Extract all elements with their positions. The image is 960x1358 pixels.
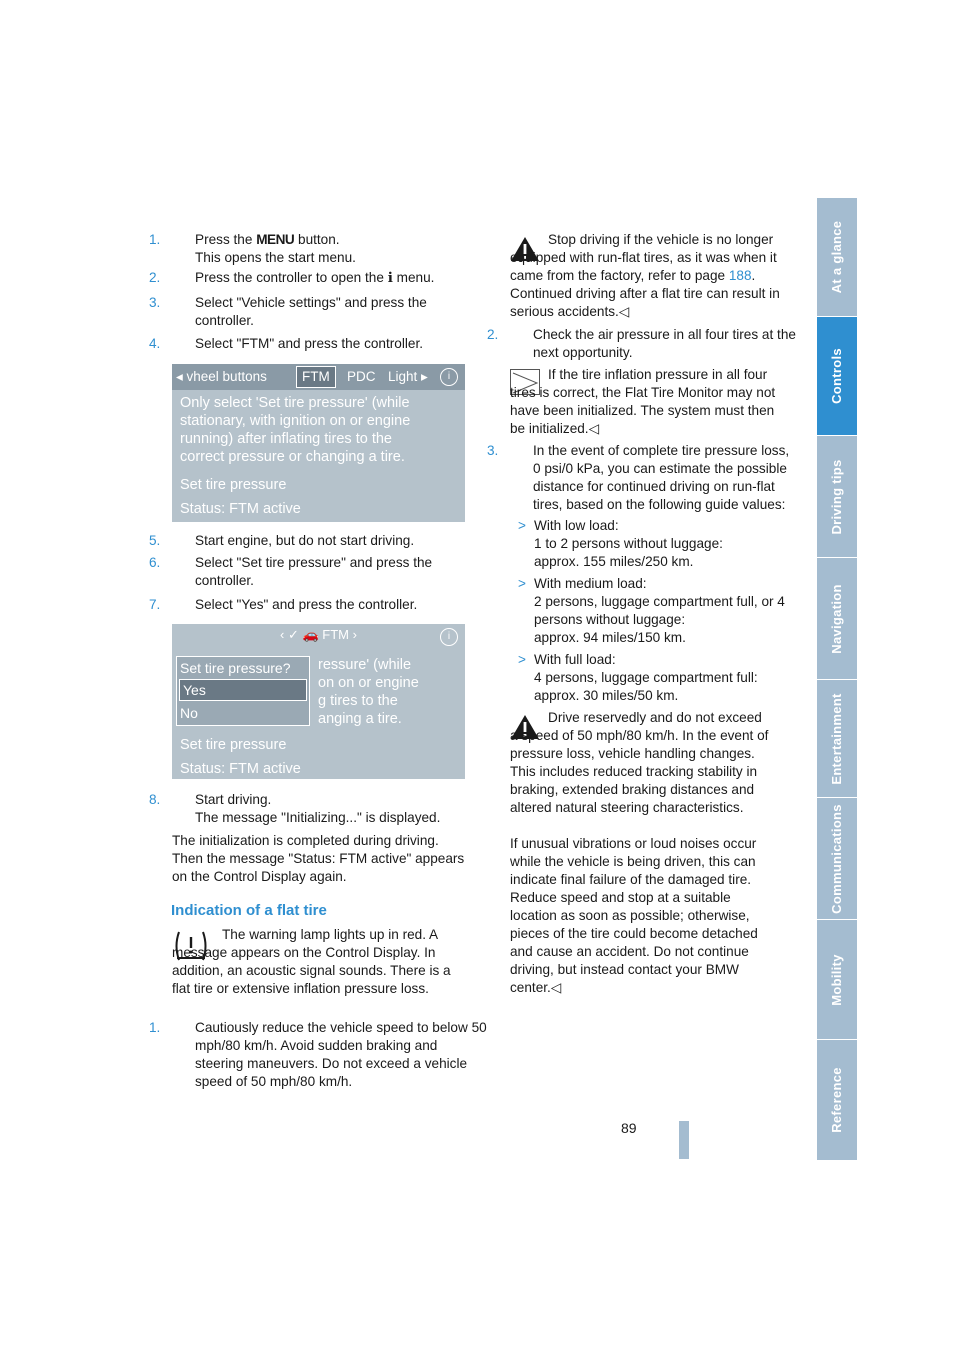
sidebar-tab-at-a-glance[interactable]: At a glance [817,198,857,317]
section-heading-flat-tire: Indication of a flat tire [171,902,327,919]
sidebar-tab-entertainment[interactable]: Entertainment [817,680,857,798]
tab-ftm: FTM [296,366,336,388]
screen-instructions: Only select 'Set tire pressure' (while stationary, with ignition on or engine running) after inflating tires to the correct pressure or changing a tire. [180,395,411,465]
tab-light: Light ▸ [388,369,428,384]
step-1: 1. Press the MENU button. This opens the start menu. [149,232,356,265]
info-icon: i [440,628,458,646]
warning-lamp-paragraph: The warning lamp lights up in red. A message appears on the Control Display. In addition, an acoustic signal sounds. There is a flat tire or extensive inflation pressure loss. [172,927,451,996]
confirm-popup [176,656,310,726]
step-6: 6. Select "Set tire pressure" and press the controller. [149,555,433,588]
sidebar-tab-controls[interactable]: Controls [817,317,857,436]
menu-key-icon: MENU [256,232,295,247]
step-3: 3. Select "Vehicle settings" and press the controller. [149,295,427,328]
step-7: 7. Select "Yes" and press the controller. [149,597,418,612]
page-number: 89 [621,1120,637,1136]
chapter-sidebar [817,198,857,1160]
page-number-bar [679,1121,689,1159]
screen2-menu-set-tire-pressure: Set tire pressure [180,737,287,753]
step-8: 8. Start driving. The message "Initializing..." is displayed. [149,792,441,825]
load-bullet-low: > With low load: 1 to 2 persons without luggage: approx. 155 miles/250 km. [518,518,723,569]
info-icon: i [440,368,458,386]
screen-status-line: Status: FTM active [180,501,301,517]
sidebar-tab-driving-tips[interactable]: Driving tips [817,436,857,558]
sidebar-tab-communications[interactable]: Communications [817,798,857,920]
screen-menu-set-tire-pressure: Set tire pressure [180,477,287,493]
popup-title: Set tire pressure? [180,660,291,676]
warning-vibrations: If unusual vibrations or loud noises occur while the vehicle is being driven, this can indicate final failure of the damaged tire. Reduce speed and stop at a suitable location as soon as possible; otherwise, pieces of the tire could become detached and cause an accident. Do not continue driving, but instead contact your BMW center.◁ [510,836,758,995]
step-3-tire-loss: 3. In the event of complete tire pressure loss, 0 psi/0 kPa, you can estimate the possible distance for continued driving on run-flat tires, based on the following guide values: [487,443,790,512]
screen-tab-bar [172,364,465,390]
initialization-paragraph: The initialization is completed during driving. Then the message "Status: FTM active" appears on the Control Display again. [172,833,465,884]
note-initialization: If the tire inflation pressure in all four tires is correct, the Flat Tire Monitor may not have been initialized. The system must then be initialized.◁ [510,367,776,436]
step-2-check-pressure: 2. Check the air pressure in all four tires at the next opportunity. [487,327,796,360]
step-5: 5. Start engine, but do not start driving. [149,533,415,548]
page-link-188[interactable]: 188 [728,268,752,283]
popup-option-no[interactable]: No [180,705,198,721]
screen2-status-line: Status: FTM active [180,761,301,777]
step-4: 4. Select "FTM" and press the controller. [149,336,424,351]
tab-wheel-buttons: ◂ vheel buttons [176,369,267,384]
info-menu-icon: ℹ [387,270,393,285]
warning-run-flat: Stop driving if the vehicle is no longer equipped with run-flat tires, as it was when it came from the factory, refer to page 188. Continued driving after a flat tire can result in serious accidents.◁ [510,232,780,319]
load-bullet-medium: > With medium load: 2 persons, luggage compartment full, or 4 persons without luggage: approx. 94 miles/150 km. [518,576,785,645]
control-display-screen-ftm [172,364,465,522]
control-display-screen-confirm [172,624,465,779]
sidebar-tab-reference[interactable]: Reference [829,1067,844,1133]
screen2-background-text: ressure' (while on on or engine g tires to the anging a tire. [318,657,419,727]
warning-drive-reservedly: Drive reservedly and do not exceed a speed of 50 mph/80 km/h. In the event of pressure loss, vehicle handling changes. This includes reduced tracking stability in braking, extended braking distances and altered natural steering characteristics. [510,710,769,815]
step-2: 2. Press the controller to open the ℹ menu. [149,270,435,285]
step-reduce-speed: 1. Cautiously reduce the vehicle speed to below 50 mph/80 km/h. Avoid sudden braking and steering maneuvers. Do not exceed a vehicle speed of 50 mph/80 km/h. [149,1020,487,1089]
screen2-title: ‹ ✓ 🚗 FTM › [280,627,357,642]
tab-pdc: PDC [347,369,376,384]
load-bullet-full: > With full load: 4 persons, luggage compartment full: approx. 30 miles/50 km. [518,652,758,703]
sidebar-tab-navigation[interactable]: Navigation [817,558,857,680]
popup-option-yes[interactable]: Yes [179,679,307,701]
sidebar-tab-mobility[interactable]: Mobility [817,920,857,1040]
